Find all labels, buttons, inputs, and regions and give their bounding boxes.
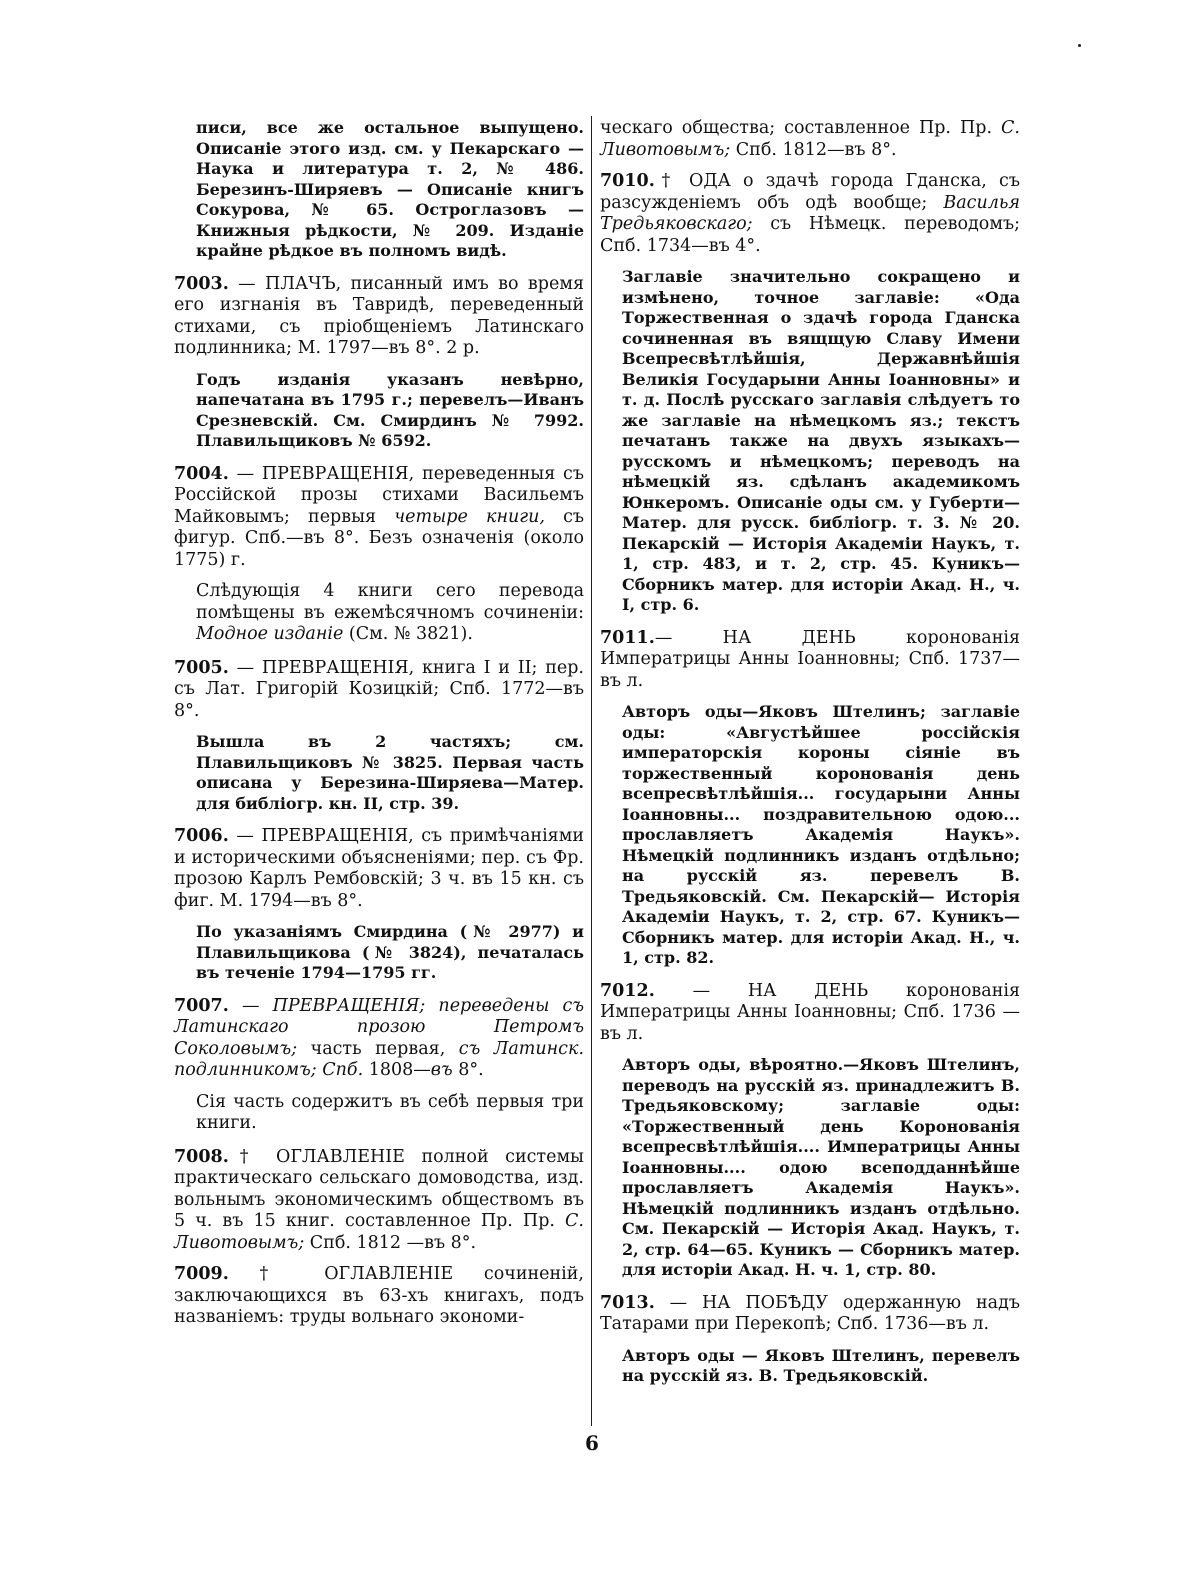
- continued-note: писи, все же остальное выпущено. Описаніе этого изд. см. у Пекарскаго — Наука и литература т. 2, № 486. Березинъ-Ширяевъ — Описаніе книгъ Сокурова, № 65. Остроглазовъ — Книжныя рѣдкости, № 209. Изданіе крайне рѣдкое въ полномъ видѣ.: [196, 118, 584, 260]
- note-text: (См. № 3821).: [343, 624, 473, 644]
- entry-7011: [600, 628, 1020, 693]
- entry-text: † ОГЛАВЛЕНІЕ полной системы практическаго сельскаго домоводства, изд. вольнымъ экономическимъ обществомъ въ 5 ч. въ 15 книг. составленное Пр. Пр.: [174, 1146, 584, 1231]
- entry-7006: [174, 826, 584, 912]
- entry-italic: С. Ливотовымъ;: [174, 1211, 584, 1253]
- entry-number: 7012.: [600, 980, 655, 1001]
- entry-7003: [174, 274, 584, 360]
- entry-text: — НА ПОБѢДУ одержанную надъ Татарами при Перекопѣ; Спб. 1736—въ л.: [600, 1292, 1020, 1334]
- entry-number: 7007.: [174, 995, 229, 1016]
- entry-italic: С. Ливотовымъ;: [600, 118, 1020, 160]
- entry-text: Спб. 1812—въ 8°.: [730, 139, 897, 160]
- entry-italic: съ Латинск. подлинникомъ; Спб.: [174, 1038, 585, 1080]
- entry-text: 8°.: [452, 1060, 484, 1080]
- entry-7007: [174, 996, 584, 1082]
- entry-number: 7010.: [600, 171, 655, 191]
- entry-number: 7009.: [174, 1264, 229, 1284]
- entry-italic: четыре книги,: [394, 506, 545, 527]
- entry-7009-continued: [600, 118, 1020, 161]
- note-italic: Модное изданіе: [196, 624, 344, 644]
- entry-text: ческаго общества; составленное Пр. Пр.: [600, 118, 1002, 138]
- entry-7008: [174, 1147, 584, 1255]
- note-7012: Авторъ оды, вѣроятно.—Яковъ Штелинъ, переводъ на русскій яз. принадлежитъ В. Тредьяковскому; заглавіе оды: «Торжественный день Коронованія всепресвѣтлѣйшія.... Императрицы Анны Іоанновны.... одою всеподданнѣйше прославляетъ Академія Наукъ». Нѣмецкій подлинникъ изданъ отдѣльно. См. Пекарскій — Исторія Акад. Наукъ, т. 2, стр. 64—65. Куникъ — Сборникъ матер. для исторіи Акад. Н. ч. 1, стр. 80.: [622, 1055, 1020, 1279]
- entry-text: съ фигур. Спб.—въ 8°. Безъ означенія (около 1775) г.: [174, 506, 585, 570]
- entry-text: —: [228, 995, 273, 1016]
- entry-italic: въ: [430, 1060, 453, 1080]
- page-number: 6: [585, 1431, 599, 1455]
- entry-number: 7006.: [174, 826, 229, 846]
- entry-text: Спб. 1812 —въ 8°.: [304, 1232, 477, 1253]
- entry-text: — ПРЕВРАЩЕНІЯ, съ примѣчаніями и историческими объясненіями; пер. съ Фр. прозою Карлъ Рембовскій; 3 ч. въ 15 кн. съ фиг. М. 1794—въ 8°.: [174, 826, 584, 911]
- entry-text: съ Нѣмецк. переводомъ; Спб. 1734—въ 4°.: [600, 214, 1020, 256]
- scan-speck: [1078, 44, 1081, 47]
- note-7006: По указаніямъ Смирдина (№ 2977) и Плавильщикова (№ 3824), печаталась въ теченіе 1794—1795 гг.: [196, 922, 584, 982]
- entry-text: — НА ДЕНЬ коронованія Императрицы Анны Іоанновны; Спб. 1736 —въ л.: [600, 980, 1020, 1044]
- entry-number: 7004.: [174, 463, 229, 484]
- entry-text: † ОДА о здачѣ города Гданска, съ разсужденіемъ объ одѣ вообще;: [600, 171, 1020, 213]
- note-7003: Годъ изданія указанъ невѣрно, напечатана въ 1795 г.; перевелъ—Иванъ Срезневскій. См. Смирдинъ № 7992. Плавильщиковъ № 6592.: [196, 369, 584, 450]
- entry-text: — ПЛАЧЪ, писанный имъ во время его изгнанія въ Тавридѣ, переведенный стихами, съ пріобщеніемъ Латинскаго подлинника; М. 1797—въ 8°. 2 р.: [174, 273, 584, 358]
- note-7005: Вышла въ 2 частяхъ; см. Плавильщиковъ № 3825. Первая часть описана у Березина-Ширяева—Матер. для библіогр. кн. II, стр. 39.: [196, 732, 584, 813]
- entry-7009: [174, 1264, 584, 1329]
- entry-text: 1808—: [363, 1060, 431, 1080]
- entry-italic: ПРЕВРАЩЕНІЯ; переведены съ Латинскаго прозою Петромъ Соколовымъ;: [174, 995, 584, 1059]
- note-7010: Заглавіе значительно сокращено и измѣнено, точное заглавіе: «Ода Торжественная о здачѣ города Гданска сочиненная въ вящщую Славу Имени Всепресвѣтлѣйшія, Державнѣйшія Великія Государыни Анны Іоанновны» и т. д. Послѣ русскаго заглавія слѣдуетъ то же заглавіе на нѣмецкомъ яз.; текстъ печатанъ также на двухъ языкахъ— русскомъ и нѣмецкомъ; переводъ на нѣмецкій яз. сдѣланъ академикомъ Юнкеромъ. Описаніе оды см. у Губерти— Матер. для русск. библіогр. т. 3. № 20. Пекарскій — Исторія Академіи Наукъ, т. 1, стр. 483, и т. 2, стр. 45. Куникъ— Сборникъ матер. для исторіи Акад. Н., ч. I, стр. 6.: [622, 267, 1020, 614]
- entry-7004: [174, 464, 584, 572]
- entry-7012: [600, 981, 1020, 1046]
- column-divider: [591, 116, 592, 1426]
- note-7007: Сія часть содержитъ въ себѣ первыя три книги.: [196, 1091, 584, 1133]
- entry-7013: [600, 1293, 1020, 1336]
- entry-text: — ПРЕВРАЩЕНІЯ, книга I и II; пер. съ Лат. Григорій Козицкій; Спб. 1772—въ 8°.: [174, 657, 584, 721]
- right-column: [600, 118, 1020, 1399]
- entry-text: † ОГЛАВЛЕНІЕ сочиненій, заключающихся въ 63-хъ книгахъ, подъ названіемъ: труды вольнаго экономи-: [174, 1264, 584, 1327]
- note-7013: Авторъ оды — Яковъ Штелинъ, перевелъ на русскій яз. В. Тредьяковскій.: [622, 1345, 1020, 1385]
- entry-text: часть первая,: [297, 1038, 459, 1059]
- note-text: Слѣдующія 4 книги сего перевода помѣщены въ ежемѣсячномъ сочиненіи:: [196, 581, 584, 623]
- entry-number: 7005.: [174, 657, 229, 678]
- entry-number: 7003.: [174, 273, 229, 294]
- entry-7010: [600, 171, 1020, 257]
- entry-text: — ПРЕВРАЩЕНІЯ, переведенныя съ Россійской прозы стихами Васильемъ Майковымъ; первыя: [174, 463, 584, 527]
- entry-number: 7011.: [600, 627, 655, 648]
- entry-text: — НА ДЕНЬ коронованія Императрицы Анны Іоанновны; Спб. 1737— въ л.: [600, 627, 1020, 691]
- entry-italic: Василья Тредьяковскаго;: [600, 192, 1020, 234]
- entry-number: 7013.: [600, 1292, 655, 1313]
- entry-7005: [174, 658, 584, 723]
- left-column: [174, 118, 584, 1339]
- note-7004: [174, 581, 584, 646]
- note-7011: Авторъ оды—Яковъ Штелинъ; заглавіе оды: «Августѣйшее россійскія императорскія короны сіяніе въ торжественный коронованія день всепресвѣтлѣйшія... государыни Анны Іоанновны... поздравительною одою... прославляетъ Академія Наукъ». Нѣмецкій подлинникъ изданъ отдѣльно; на русскій яз. перевелъ В. Тредьяковскій. См. Пекарскій— Исторія Академіи Наукъ, т. 2, стр. 67. Куникъ—Сборникъ матер. для исторіи Акад. Н., ч. 1, стр. 82.: [622, 702, 1020, 967]
- entry-number: 7008.: [174, 1146, 229, 1167]
